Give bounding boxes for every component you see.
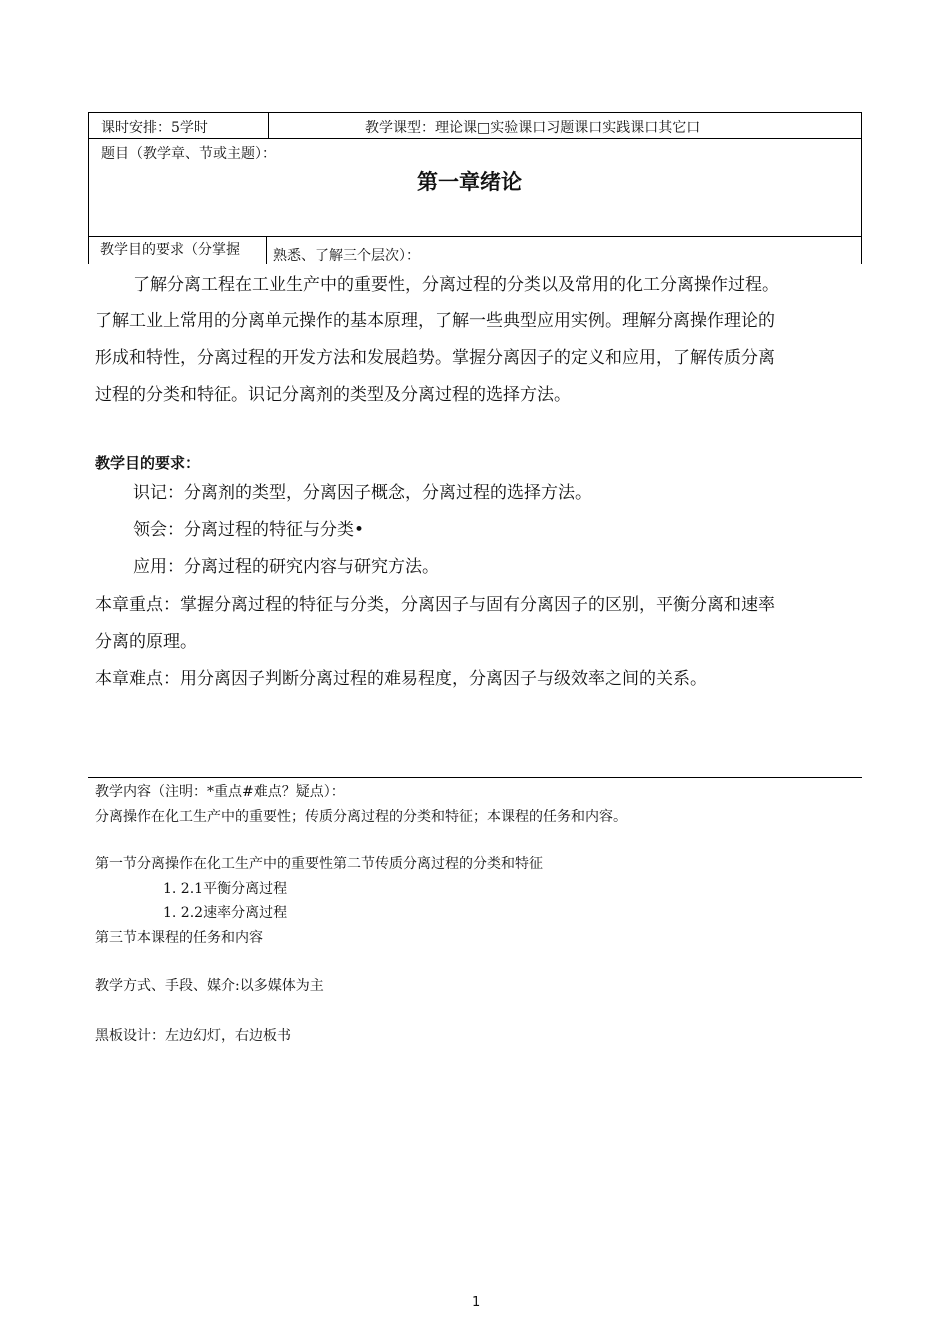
- hours-cell: 课时安排：5学时: [101, 120, 208, 136]
- page-number: 1: [472, 1295, 481, 1310]
- objective-apply: 应用：分离过程的研究内容与研究方法。: [133, 557, 439, 577]
- table-row-divider-2: [88, 236, 862, 237]
- intro-line-1: 了解分离工程在工业生产中的重要性，分离过程的分类以及常用的化工分离操作过程。: [133, 275, 779, 295]
- content-summary: 分离操作在化工生产中的重要性；传质分离过程的分类和特征；本课程的任务和内容。: [95, 809, 627, 825]
- header-table: [88, 112, 862, 264]
- key-points-line-1: 本章重点：掌握分离过程的特征与分类，分离因子与固有分离因子的区别，平衡分离和速率: [95, 595, 775, 615]
- table-border-right: [861, 112, 862, 264]
- table-row-divider-1: [88, 138, 862, 139]
- objectives-heading: 教学目的要求：: [95, 454, 201, 472]
- objective-memorize: 识记：分离剂的类型，分离因子概念，分离过程的选择方法。: [133, 483, 592, 503]
- table-border-top: [88, 112, 862, 113]
- teaching-method: 教学方式、手段、媒介:以多媒体为主: [95, 978, 324, 994]
- table-col-divider-1: [268, 112, 269, 138]
- content-divider: [88, 777, 862, 778]
- topic-label: 题目（教学章、节或主题）：: [101, 146, 276, 162]
- section-3: 第三节本课程的任务和内容: [95, 930, 263, 946]
- intro-line-4: 过程的分类和特征。识记分离剂的类型及分离过程的选择方法。: [95, 385, 571, 405]
- sub-item-1: 1. 2.1平衡分离过程: [163, 881, 288, 897]
- intro-line-3: 形成和特性，分离过程的开发方法和发展趋势。掌握分离因子的定义和应用，了解传质分离: [95, 348, 775, 368]
- content-label: 教学内容（注明：*重点#难点？疑点）：: [95, 784, 345, 800]
- req-label: 教学目的要求（分掌握: [100, 242, 240, 258]
- req-label-clip: [100, 238, 264, 264]
- key-points-line-2: 分离的原理。: [95, 632, 197, 652]
- chapter-title: 第一章绪论: [417, 170, 522, 194]
- table-border-left: [88, 112, 89, 264]
- sections-line: 第一节分离操作在化工生产中的重要性第二节传质分离过程的分类和特征: [95, 856, 543, 872]
- req-levels: 熟悉、了解三个层次）：: [273, 248, 420, 264]
- lesson-type-cell: 教学课型：理论课□实验课口习题课口实践课口其它口: [365, 120, 701, 136]
- difficult-points: 本章难点：用分离因子判断分离过程的难易程度，分离因子与级效率之间的关系。: [95, 669, 707, 689]
- sub-item-2: 1. 2.2速率分离过程: [163, 905, 288, 921]
- board-design: 黑板设计：左边幻灯，右边板书: [95, 1028, 291, 1044]
- intro-line-2: 了解工业上常用的分离单元操作的基本原理，了解一些典型应用实例。理解分离操作理论的: [95, 311, 775, 331]
- objective-comprehend: 领会：分离过程的特征与分类•: [133, 520, 365, 540]
- table-col-divider-2: [266, 236, 267, 264]
